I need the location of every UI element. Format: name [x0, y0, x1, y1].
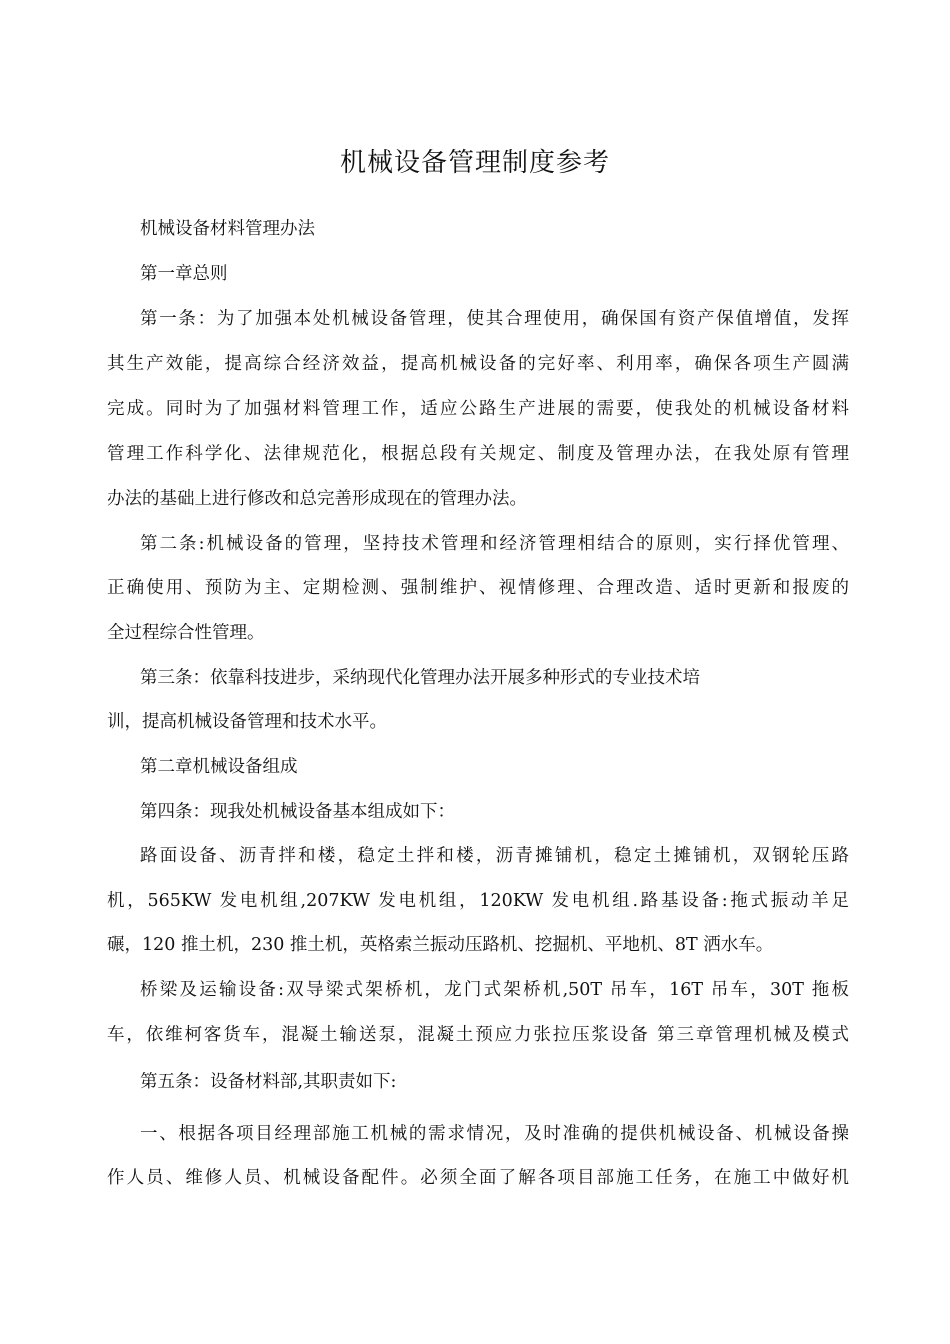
paragraph-line: 桥梁及运输设备:双导梁式架桥机，龙门式架桥机,50T 吊车，16T 吊车，30T 拖板: [140, 980, 849, 1000]
chapter-heading: 第二章机械设备组成: [140, 757, 298, 777]
paragraph-line: 训，提高机械设备管理和技术水平。: [107, 712, 387, 732]
document-title: 机械设备管理制度参考: [339, 148, 610, 178]
paragraph-line: 车，依维柯客货车，混凝土输送泵，混凝土预应力张拉压浆设备 第三章管理机械及模式: [107, 1025, 849, 1045]
paragraph-line: 正确使用、预防为主、定期检测、强制维护、视情修理、合理改造、适时更新和报废的: [107, 578, 849, 598]
paragraph-line: 完成。同时为了加强材料管理工作，适应公路生产进展的需要，使我处的机械设备材料: [107, 399, 849, 419]
paragraph-line: 办法的基础上进行修改和总完善形成现在的管理办法。: [107, 489, 527, 509]
paragraph-line: 第二条:机械设备的管理，坚持技术管理和经济管理相结合的原则，实行择优管理、: [140, 534, 849, 554]
chapter-heading: 第一章总则: [140, 264, 228, 284]
paragraph-line: 第五条：设备材料部,其职责如下:: [140, 1072, 397, 1092]
paragraph-line: 第四条：现我处机械设备基本组成如下：: [140, 802, 455, 822]
paragraph-line: 作人员、维修人员、机械设备配件。必须全面了解各项目部施工任务，在施工中做好机: [107, 1168, 849, 1188]
paragraph-line: 管理工作科学化、法律规范化，根据总段有关规定、制度及管理办法，在我处原有管理: [107, 444, 849, 464]
paragraph-line: 碾，120 推土机，230 推土机，英格索兰振动压路机、挖掘机、平地机、8T 洒水车。: [107, 935, 774, 955]
paragraph-line: 第三条：依靠科技进步，采纳现代化管理办法开展多种形式的专业技术培: [140, 668, 700, 688]
paragraph-line: 机，565KW 发电机组,207KW 发电机组，120KW 发电机组.路基设备:拖式振动羊足: [107, 891, 849, 911]
document-subtitle: 机械设备材料管理办法: [140, 219, 315, 239]
paragraph-line: 全过程综合性管理。: [107, 623, 265, 643]
paragraph-line: 其生产效能，提高综合经济效益，提高机械设备的完好率、利用率，确保各项生产圆满: [107, 354, 849, 374]
paragraph-line: 一、根据各项目经理部施工机械的需求情况，及时准确的提供机械设备、机械设备操: [140, 1124, 849, 1144]
paragraph-line: 第一条：为了加强本处机械设备管理，使其合理使用，确保国有资产保值增值，发挥: [140, 309, 849, 329]
paragraph-line: 路面设备、沥青拌和楼，稳定土拌和楼，沥青摊铺机，稳定土摊铺机，双钢轮压路: [140, 846, 849, 866]
